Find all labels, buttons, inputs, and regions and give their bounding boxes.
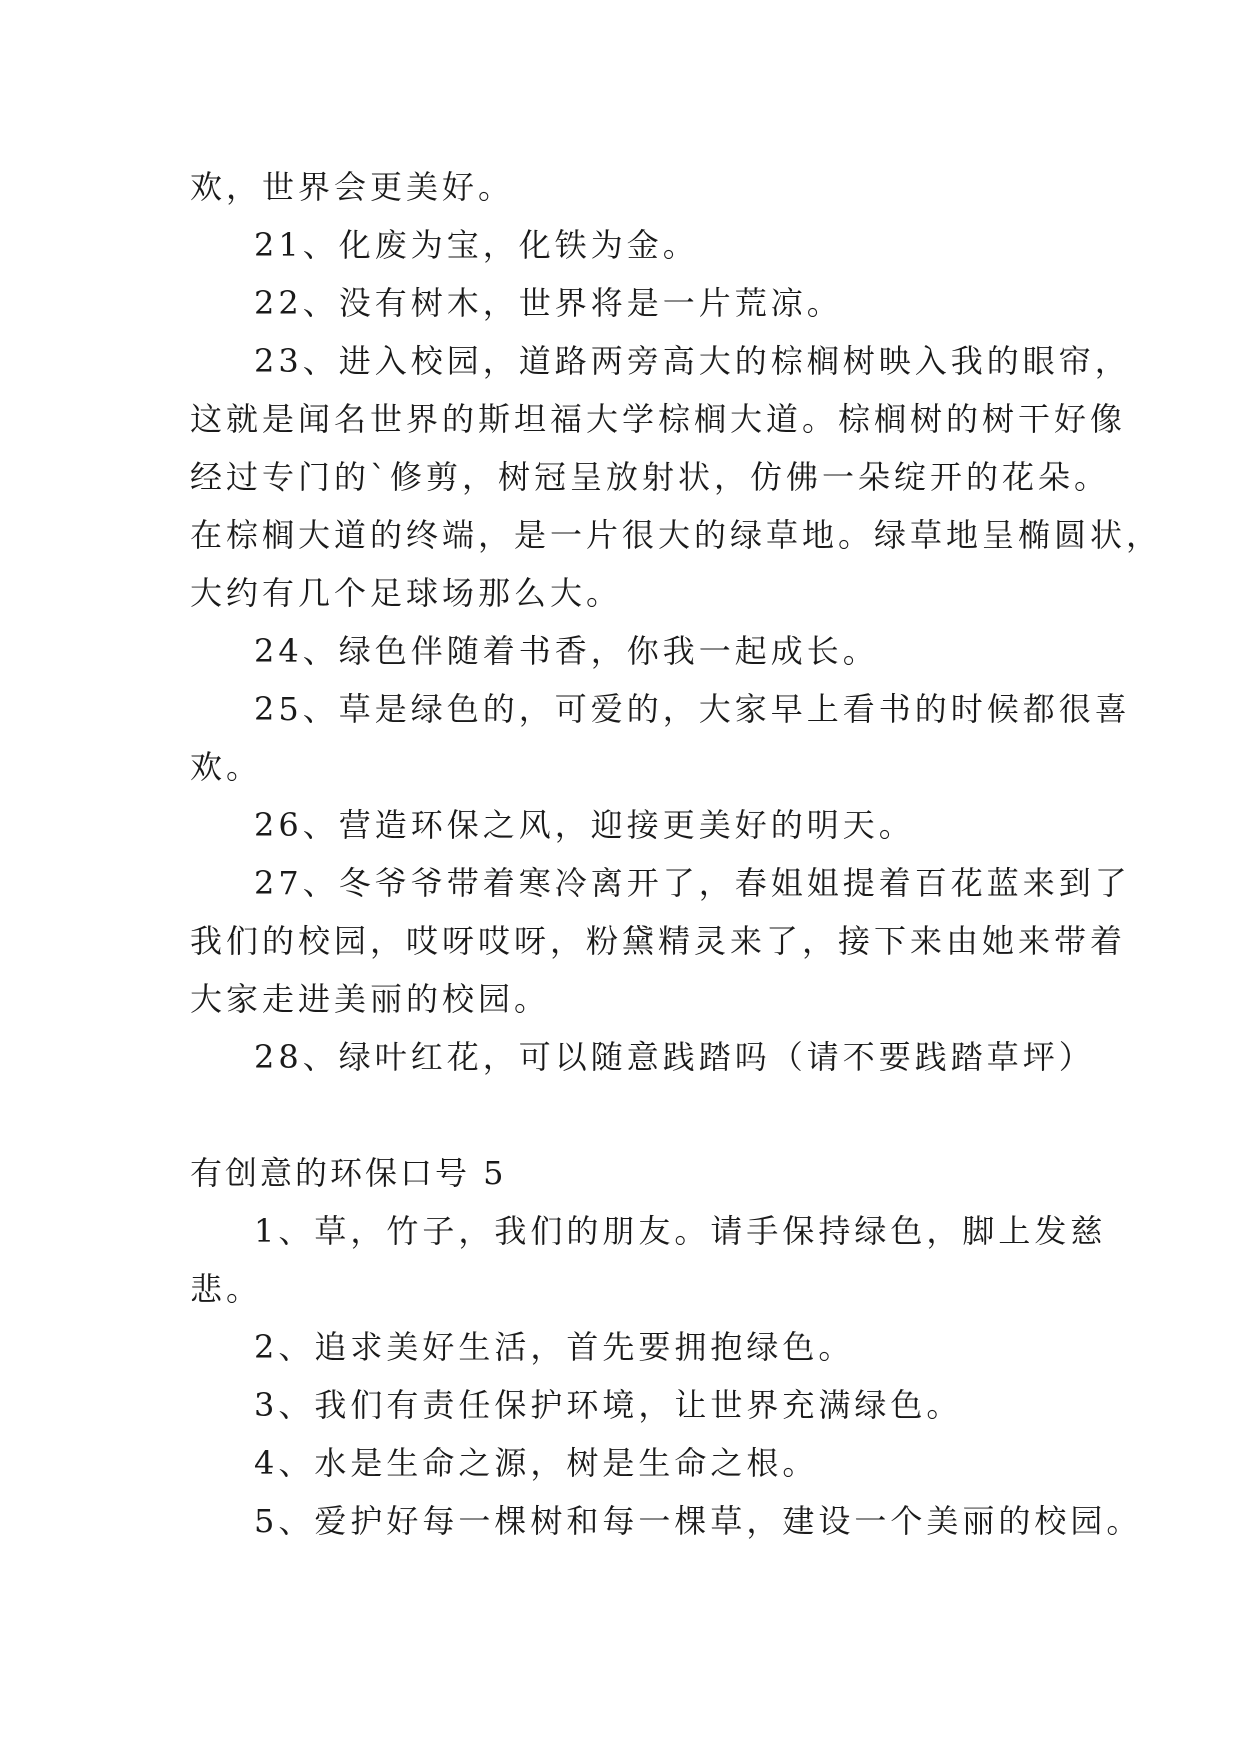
- text-line: 大约有几个足球场那么大。: [190, 574, 623, 612]
- list-item-2: 2、追求美好生活，首先要拥抱绿色。: [254, 1328, 855, 1366]
- section-title: 有创意的环保口号 5: [190, 1154, 507, 1192]
- list-item-28: 28、绿叶红花，可以随意践踏吗（请不要践踏草坪）: [254, 1038, 1095, 1076]
- text-line: 经过专门的`修剪，树冠呈放射状，仿佛一朵绽开的花朵。: [190, 458, 1111, 496]
- text-line: 悲。: [190, 1270, 263, 1308]
- list-item-21: 21、化废为宝，化铁为金。: [254, 226, 699, 264]
- text-line: 在棕榈大道的终端，是一片很大的绿草地。绿草地呈椭圆状，: [190, 516, 1163, 554]
- list-item-26: 26、营造环保之风，迎接更美好的明天。: [254, 806, 915, 844]
- list-item-4: 4、水是生命之源，树是生命之根。: [254, 1444, 819, 1482]
- text-line: 大家走进美丽的校园。: [190, 980, 551, 1018]
- list-item-23: 23、进入校园，道路两旁高大的棕榈树映入我的眼帘，: [254, 342, 1131, 380]
- text-line: 我们的校园，哎呀哎呀，粉黛精灵来了，接下来由她来带着: [190, 922, 1127, 960]
- text-line: 欢。: [190, 748, 263, 786]
- list-item-1: 1、草，竹子，我们的朋友。请手保持绿色，脚上发慈: [254, 1212, 1107, 1250]
- text-line: 这就是闻名世界的斯坦福大学棕榈大道。棕榈树的树干好像: [190, 400, 1127, 438]
- list-item-25: 25、草是绿色的，可爱的，大家早上看书的时候都很喜: [254, 690, 1131, 728]
- list-item-27: 27、冬爷爷带着寒冷离开了，春姐姐提着百花蓝来到了: [254, 864, 1131, 902]
- list-item-5: 5、爱护好每一棵树和每一棵草，建设一个美丽的校园。: [254, 1502, 1143, 1540]
- text-line: 欢，世界会更美好。: [190, 168, 515, 206]
- list-item-22: 22、没有树木，世界将是一片荒凉。: [254, 284, 843, 322]
- list-item-24: 24、绿色伴随着书香，你我一起成长。: [254, 632, 879, 670]
- list-item-3: 3、我们有责任保护环境，让世界充满绿色。: [254, 1386, 963, 1424]
